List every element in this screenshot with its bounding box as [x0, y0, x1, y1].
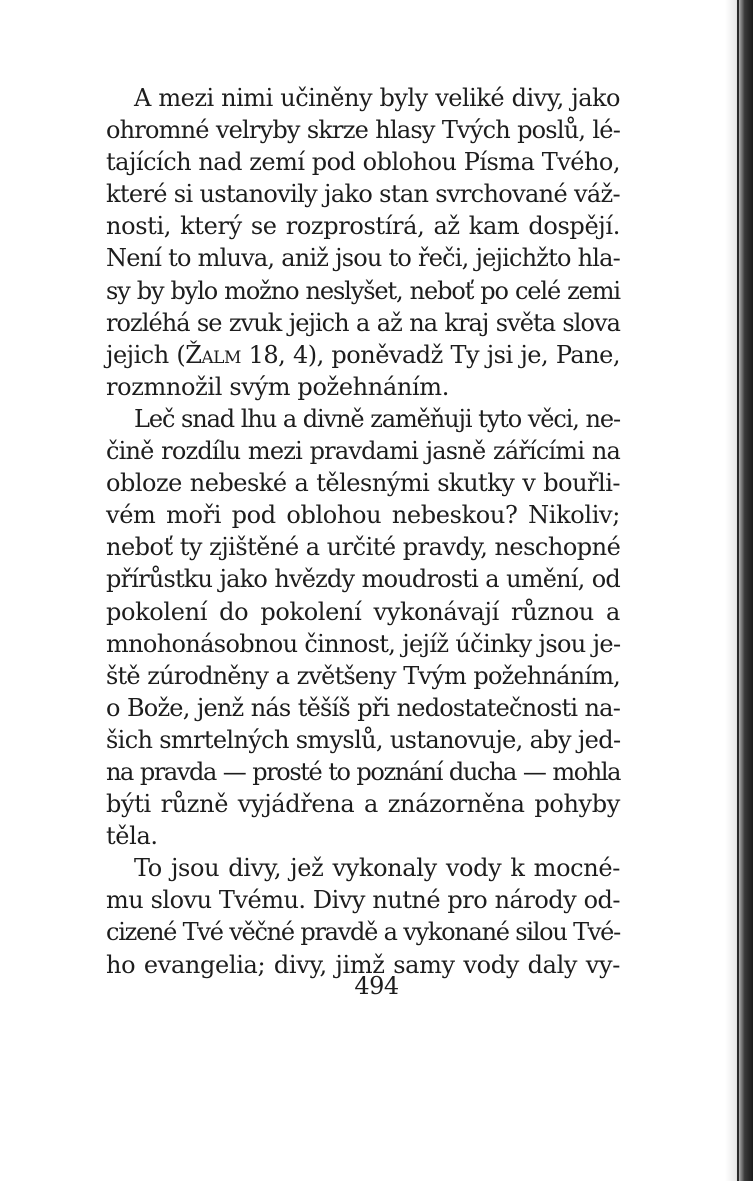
text-line: ho evangelia; divy, jimž samy vody daly vy- — [106, 950, 620, 979]
body-text — [106, 82, 620, 981]
text-line: ohromné velryby skrze hlasy Tvých poslů, lé- — [106, 116, 620, 145]
binding-shadow — [725, 0, 753, 1181]
text-line: To jsou divy, jež vykonaly vody k mocné- — [134, 854, 620, 883]
text-line: na pravda — prosté to poznání ducha — mohla — [106, 757, 620, 786]
text-line: nosti, který se rozprostírá, až kam dospějí. — [106, 212, 620, 241]
text-line: býti různě vyjádřena a znázorněna pohyby — [106, 790, 620, 819]
text-line: Leč snad lhu a divně zaměňuji tyto věci, ne- — [134, 404, 620, 433]
text-line: které si ustanovily jako stan svrchované váž- — [106, 180, 620, 209]
text-line: obloze nebeské a tělesnými skutky v bouřli- — [106, 469, 620, 498]
text-line: šich smrtelných smyslů, ustanovuje, aby jed- — [106, 725, 621, 754]
text-line: mnohonásobnou činnost, jejíž účinky jsou je- — [106, 629, 621, 658]
text-line: sy by bylo možno neslyšet, neboť po celé zemi — [106, 276, 620, 305]
text-line: čině rozdílu mezi pravdami jasně zářícími na — [106, 437, 620, 466]
text-line: vém moři pod oblohou nebeskou? Nikoliv; — [106, 501, 620, 530]
text-line: mu slovu Tvému. Divy nutné pro národy od- — [106, 886, 620, 915]
page-number: 494 — [354, 972, 399, 1000]
text-line: A mezi nimi učiněny byly veliké divy, jako — [134, 84, 620, 112]
text-line: cizené Tvé věčné pravdě a vykonané silou Tvé- — [106, 918, 620, 947]
text-line: pokolení do pokolení vykonávají různou a — [106, 597, 620, 626]
text-line: těla. — [106, 822, 158, 851]
text-line: Není to mluva, aniž jsou to řeči, jejichžto hla- — [106, 244, 620, 273]
text-line: rozmnožil svým požehnáním. — [106, 372, 449, 401]
text-line: tajících nad zemí pod oblohou Písma Tvého, — [106, 148, 620, 177]
text-line: o Bože, jenž nás těšíš při nedostatečnosti na- — [106, 693, 620, 722]
small-caps-reference: Žalm — [185, 340, 241, 369]
text-line: jejich (Žalm 18, 4), poněvadž Ty jsi je, Pane, — [106, 340, 621, 369]
text-line: ště zúrodněny a zvětšeny Tvým požehnáním, — [106, 661, 620, 690]
text-line: rozléhá se zvuk jejich a až na kraj světa slova — [106, 308, 620, 337]
text-line: neboť ty zjištěné a určité pravdy, neschopné — [106, 533, 621, 562]
binding-edge — [737, 0, 739, 1181]
text-line: přírůstku jako hvězdy moudrosti a umění, od — [106, 565, 620, 594]
